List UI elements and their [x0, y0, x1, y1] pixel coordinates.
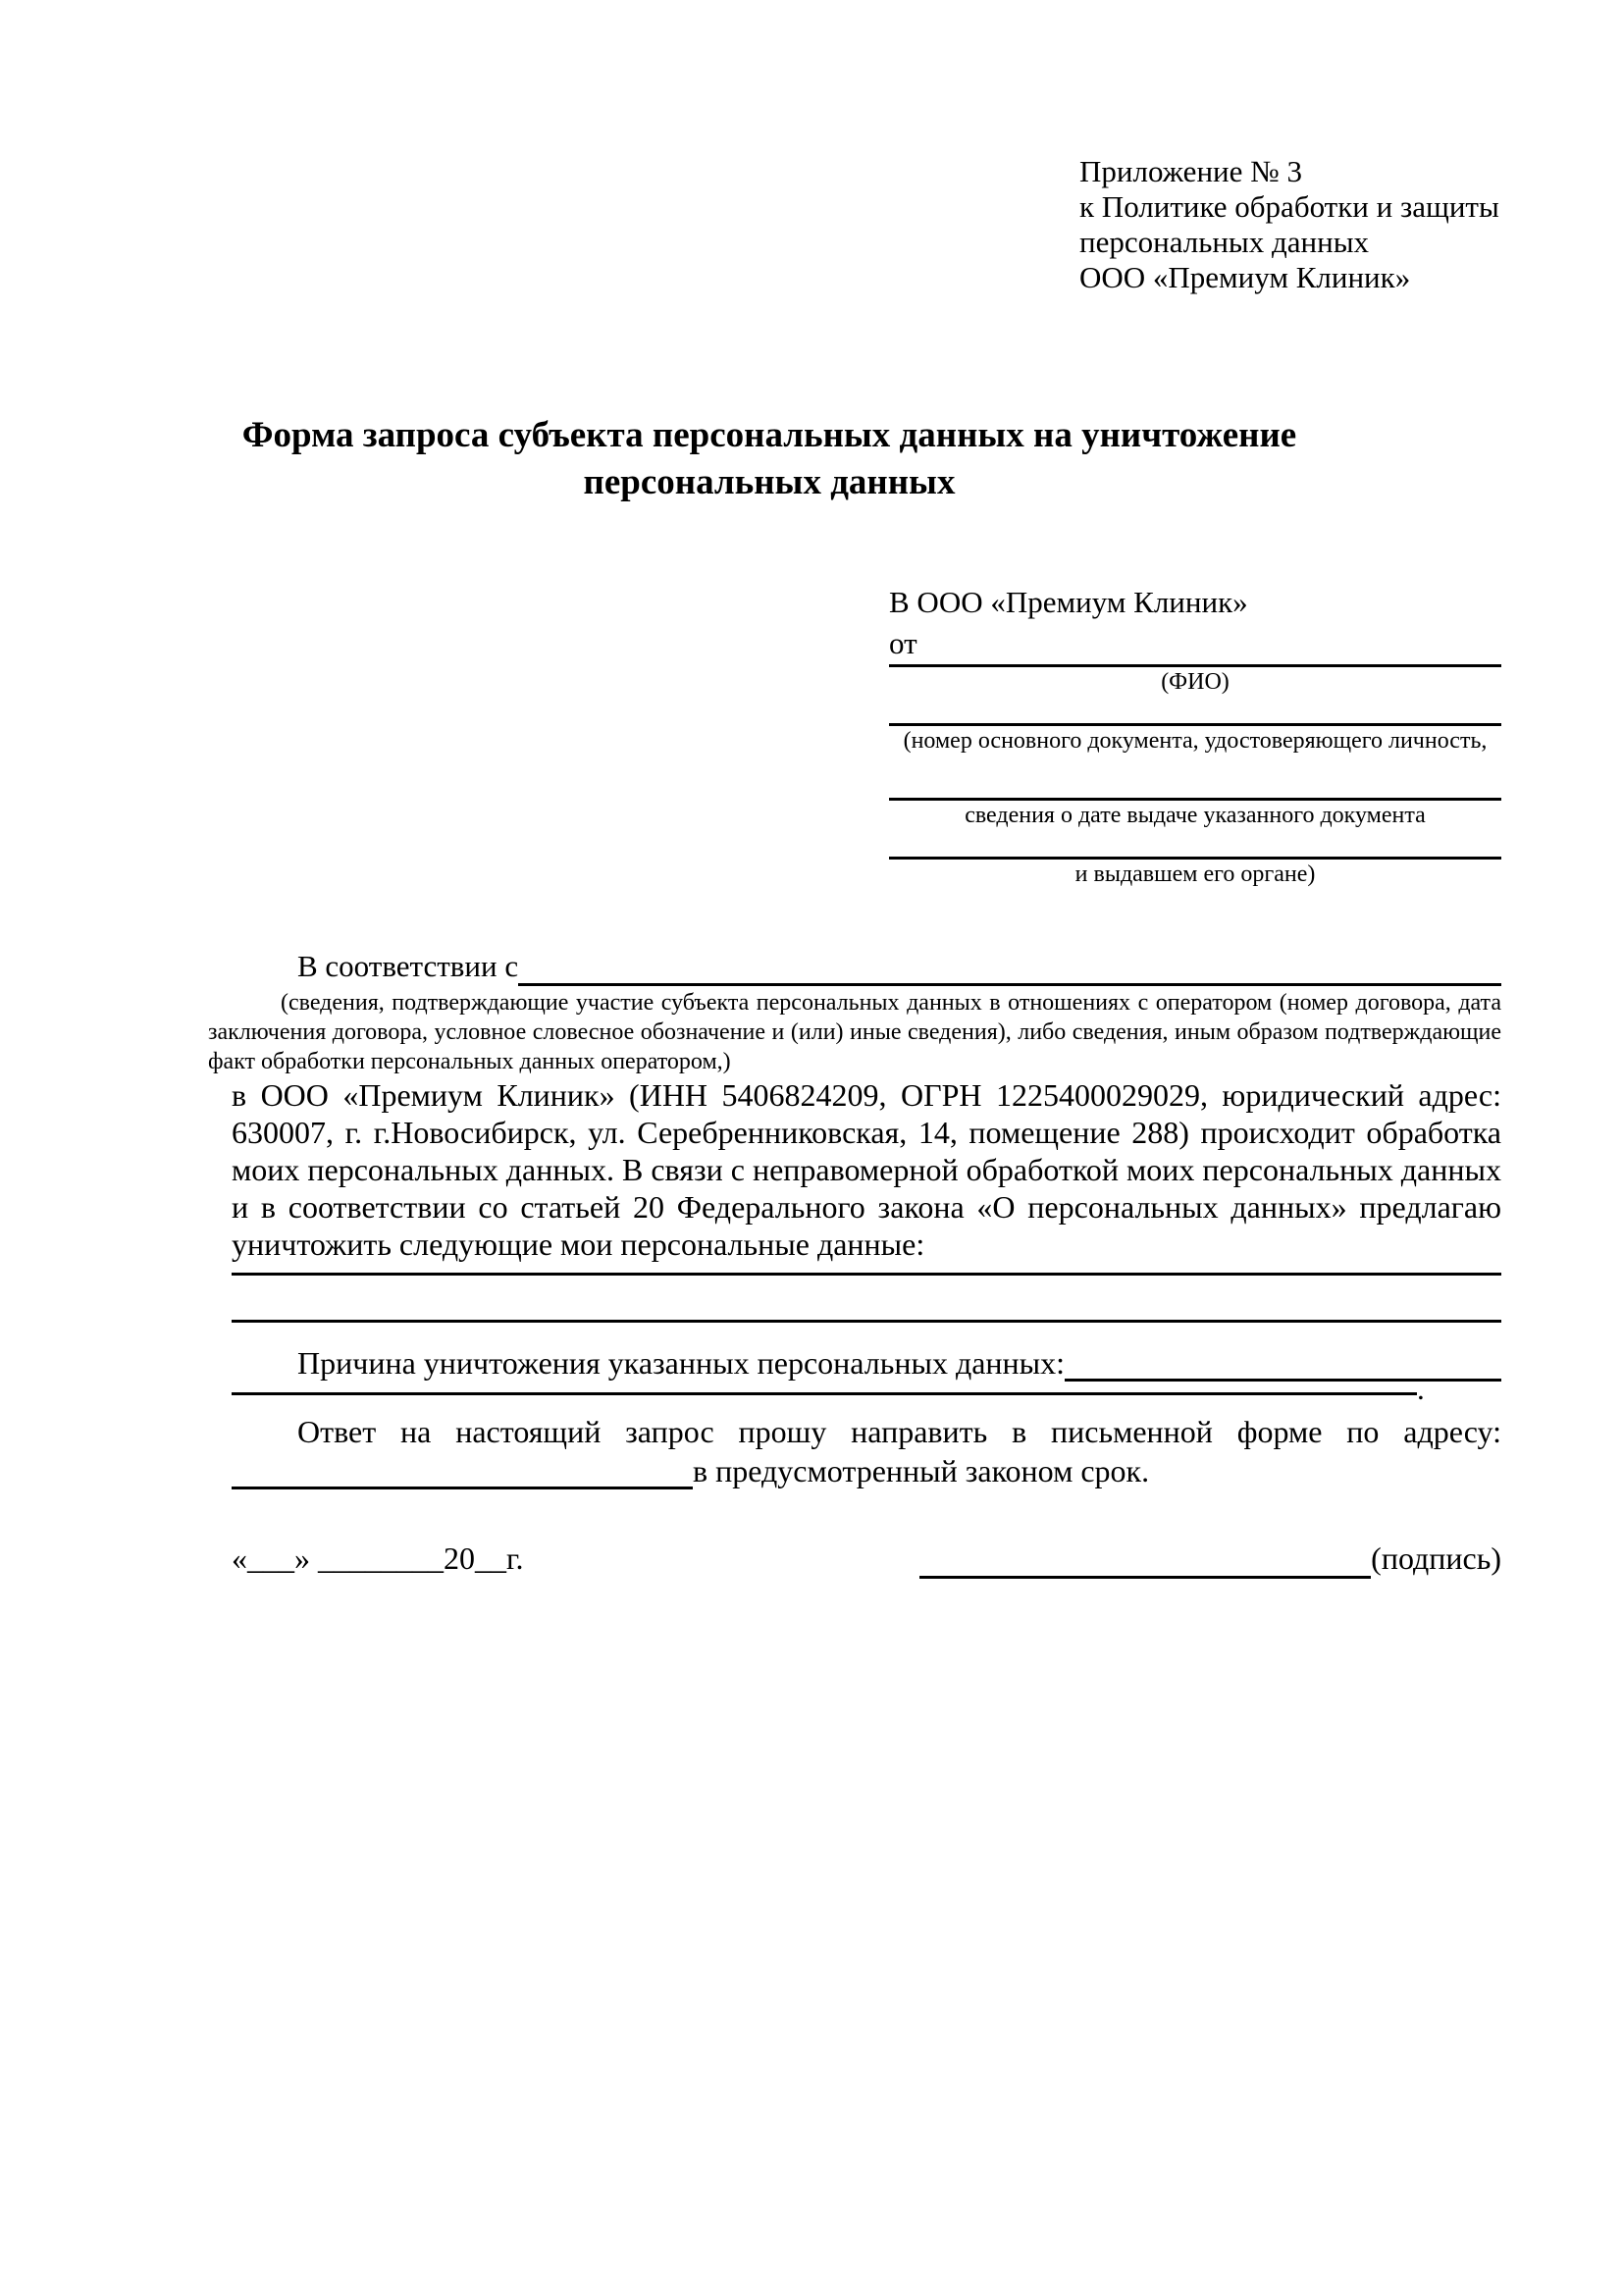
- accordance-fill-line: [518, 947, 1501, 986]
- addressee-to-line: В ООО «Премиум Клиник»: [889, 585, 1248, 619]
- main-paragraph: в ООО «Премиум Клиник» (ИНН 5406824209, ОГРН 1225400029029, юридический адрес: 630007, г. г.Новосибирск, ул. Серебренниковская, 14, помещение 288) происходит обработка моих персональных данных. В связи с неправомерной обработкой моих персональных данных и в соответствии со статьей 20 Федерального закона «О персональных данных» предлагаю уничтожить следующие мои персональные данные:: [232, 1077, 1501, 1262]
- fio-caption: (ФИО): [1161, 669, 1230, 695]
- fill-line-document-number: [889, 697, 1501, 726]
- header-line: к Политике обработки и защиты: [1079, 189, 1499, 224]
- footer-row: [232, 1538, 1501, 1579]
- fill-line-issue-date: [889, 756, 1501, 801]
- issue-date-caption: сведения о дате выдаче указанного документа: [965, 803, 1426, 828]
- accordance-lead: В соответствии с: [297, 949, 519, 983]
- addressee-from-label: от: [889, 626, 917, 660]
- header-line: Приложение № 3: [1079, 154, 1302, 188]
- reason-fill-line-2: [232, 1381, 1417, 1395]
- reason-line: [232, 1344, 1501, 1382]
- fill-line-issuing-authority: [889, 830, 1501, 860]
- signature-group: [919, 1538, 1501, 1579]
- header-line: персональных данных: [1079, 225, 1370, 259]
- address-fill-line: [232, 1452, 693, 1489]
- line-end-period: .: [1417, 1372, 1425, 1406]
- accordance-note: (сведения, подтверждающие участие субъекта персональных данных в отношениях с оператором (номер договора, дата заключения договора, условное словесное обозначение и (или) иные сведения), либо сведения, иным образом подтверждающие факт обработки персональных данных оператором,): [208, 990, 1501, 1074]
- addressee-block: [889, 582, 1501, 889]
- blank-fill-line-2: [232, 1276, 1501, 1323]
- signature-caption: (подпись): [1371, 1540, 1501, 1576]
- response-term-text: в предусмотренный законом срок.: [693, 1453, 1150, 1488]
- response-term-line: [232, 1452, 1501, 1489]
- document-number-caption: (номер основного документа, удостоверяющего личность,: [903, 728, 1488, 754]
- appendix-header: [1079, 154, 1501, 295]
- reason-label: Причина уничтожения указанных персональных данных:: [297, 1345, 1066, 1381]
- signature-fill-line: [919, 1538, 1371, 1579]
- reason-continuation-line: [232, 1372, 1501, 1406]
- accordance-line: [232, 947, 1501, 986]
- date-line: «___» ________20__г.: [232, 1540, 524, 1576]
- document-title: Форма запроса субъекта персональных данных на уничтожение персональных данных: [241, 415, 1297, 502]
- header-line: ООО «Премиум Клиник»: [1079, 260, 1411, 294]
- reason-fill-line: [1065, 1344, 1501, 1382]
- response-request-paragraph: Ответ на настоящий запрос прошу направить в письменной форме по адресу:: [297, 1414, 1501, 1449]
- issuing-authority-caption: и выдавшем его органе): [1074, 861, 1316, 887]
